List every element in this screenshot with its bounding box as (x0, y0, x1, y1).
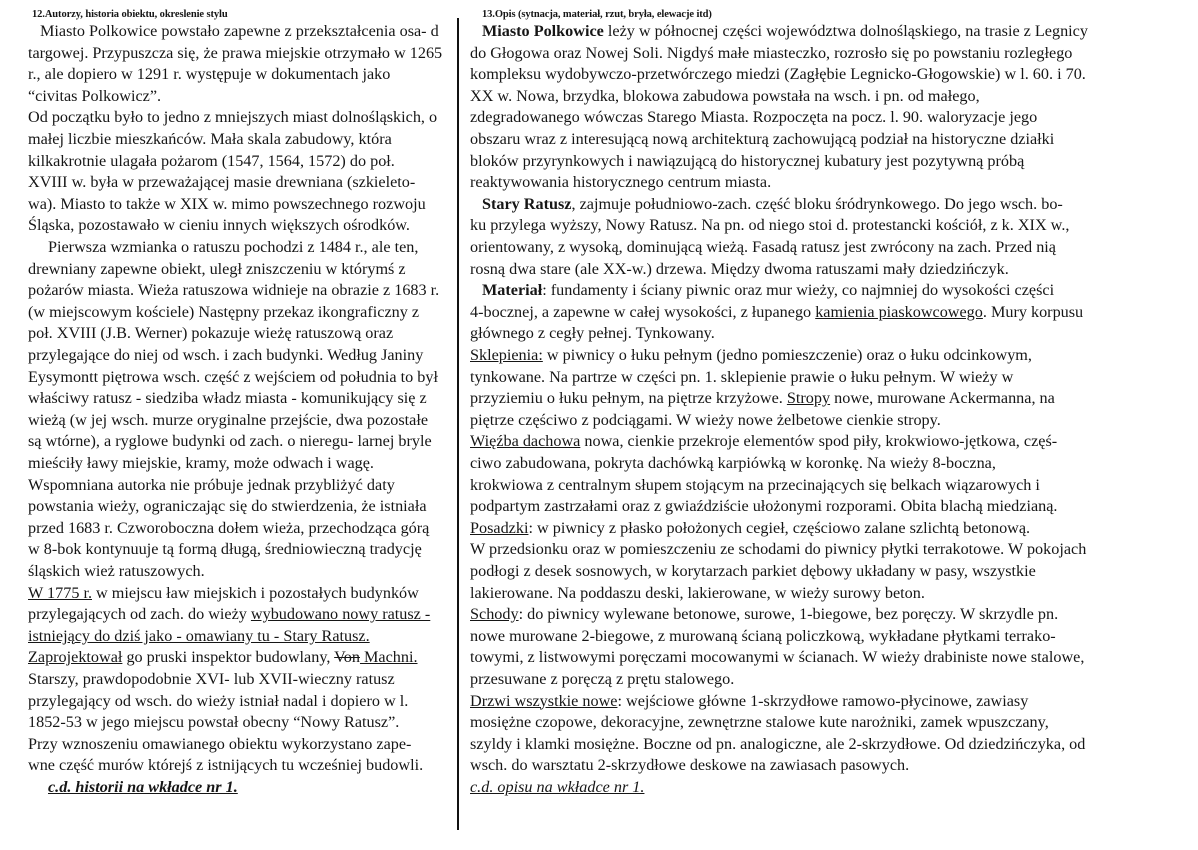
text-segment: nowe, murowane Ackermanna, na (830, 389, 1055, 408)
text-segment: targowej. Przypuszcza się, że prawa miejskie otrzymało w 1265 (28, 43, 443, 62)
text-segment: W przedsionku oraz w pomieszczeniu ze schodami do piwnicy płytki terrakotowe. W pokojach (470, 540, 1087, 559)
text-segment: “civitas Polkowicz”. (28, 86, 162, 105)
text-segment: ku przylega wyższy, Nowy Ratusz. Na pn. od niego stoi d. protestancki kościół, z k. XIX w., (470, 216, 1070, 235)
text-segment: Sklepienia: (470, 346, 543, 364)
text-segment: kompleksu wydobywczo-przetwórczego miedzi (Zagłębie Legnicko-Głogowskie) w l. 60. i 70. (470, 65, 1086, 84)
history-heading: 12.Autorzy, historia obiektu, okreslenie stylu (32, 9, 228, 20)
text-segment: głównego z cegły pełnej. Tynkowany. (470, 324, 715, 343)
text-segment: szyldy i klamki mosiężne. Boczne od pn. analogiczne, ale 2-skrzydłowe. Od dziedzińczyka, od (470, 734, 1086, 753)
text-segment: towymi, z listwowymi poręczami mocowanymi w ścianach. W wieży drabiniste nowe stalowe, (470, 648, 1085, 667)
text-line (40, 21, 439, 41)
text-segment: w piwnicy o łuku pełnym (jedno pomieszczenie) oraz o łuku odcinkowym, (542, 346, 1032, 364)
text-line (28, 561, 205, 581)
text-line (28, 129, 392, 149)
column-divider (457, 18, 459, 830)
text-line (28, 604, 430, 624)
text-line (28, 43, 442, 63)
text-segment: leży w północnej części województwa dolnośląskiego, na trasie z Legnicy (603, 22, 1088, 40)
text-line (28, 539, 422, 559)
text-segment: 1852-53 w jego miejscu powstał obecny “Nowy Ratusz”. (28, 713, 400, 732)
text-segment: , zajmuje południowo-zach. część bloku śródrynkowego. Do jego wsch. bo- (571, 194, 1063, 213)
text-segment: śląskich wież ratuszowych. (28, 562, 205, 580)
text-segment: reaktywowania historycznego centrum miasta. (470, 173, 772, 192)
text-segment: (w miejscowym kościele) Następny przekaz ikongraficzny z (28, 302, 420, 321)
text-segment: Posadzki (470, 518, 529, 537)
text-line (28, 518, 429, 538)
text-segment: powstania wieży, ograniczając się do stwierdzenia, że istniała (28, 497, 427, 516)
text-segment: zdegradowanego wówczas Starego Miasta. Rozpoczęta na pocz. l. 90. waloryzacje jego (470, 108, 1038, 127)
text-line (28, 712, 399, 732)
text-segment: małej liczbie mieszkańców. Mała skala zabudowy, która (28, 130, 392, 148)
text-line (470, 323, 715, 343)
text-segment: Więźba dachowa (470, 432, 581, 451)
text-segment: mosiężne czopowe, dekoracyjne, zewnętrzne stalowe kute narożniki, zamek wpuszczany, (470, 713, 1049, 732)
text-segment: Stary Ratusz (482, 194, 572, 213)
text-line (28, 410, 428, 430)
text-line (28, 475, 395, 495)
text-line (482, 194, 1063, 214)
text-line (470, 777, 644, 797)
text-segment: Miasto Polkowice (482, 22, 604, 40)
text-segment: kilkakrotnie ulagała pożarom (1547, 1564, 1572) do poł. (28, 151, 395, 170)
text-segment: Pierwsza wzmianka o ratuszu pochodzi z 1484 r., ale ten, (48, 238, 419, 256)
text-segment: : fundamenty i ściany piwnic oraz mur wieży, co najmniej do wysokości części (542, 281, 1055, 300)
text-line (470, 712, 1049, 732)
text-segment: krokwiowa z centralnym słupem stojącym na przecinających się belkach wiązarowych i (470, 475, 1040, 494)
text-segment: Wspomniana autorka nie próbuje jednak przybliżyć daty (28, 475, 395, 494)
text-segment: 4-bocznej, a zapewne w całej wysokości, z łupanego (470, 302, 816, 321)
text-segment: bloków przyrynkowych i nawiązującą do historycznej kubatury jest pozytywną próbą (470, 151, 1025, 170)
text-line (28, 388, 427, 408)
text-line (28, 755, 423, 775)
text-segment: Miasto Polkowice powstało zapewne z przekształcenia osa- d (40, 22, 439, 40)
text-segment: Schody (470, 605, 519, 624)
text-line (470, 431, 1057, 451)
text-segment: c.d. historii na wkładce nr 1. (48, 778, 238, 796)
text-segment: . Mury korpusu (982, 302, 1084, 321)
text-line (482, 280, 1054, 300)
text-line (28, 172, 415, 192)
text-line (28, 734, 411, 754)
text-line (470, 410, 941, 430)
text-segment: Machni. (359, 648, 418, 667)
text-segment: XX w. Nowa, brzydka, blokowa zabudowa powstała na wsch. i pn. od małego, (470, 86, 980, 105)
text-line (470, 107, 1037, 127)
text-segment: przylegające do niej od wsch. i zach budynki. Według Janiny (28, 346, 424, 364)
text-line (28, 626, 370, 646)
text-segment: Stropy (786, 389, 831, 408)
text-line (28, 194, 426, 214)
text-segment: Materiał (482, 281, 543, 300)
text-segment: podłogi z desek sosnowych, w korytarzach parkiet dębowy układany w pasy, wszystkie (470, 562, 1036, 580)
text-line (470, 669, 734, 689)
text-segment: do Głogowa oraz Nowej Soli. Nigdyś małe miasteczko, rozrosło się po powstaniu rozległego (470, 43, 1073, 62)
text-segment: nowa, cienkie przekroje elementów spod piły, krokwiowo-jętkowa, częś- (580, 432, 1058, 451)
text-line (28, 302, 419, 322)
text-segment: poł. XVIII (J.B. Werner) pokazuje wieżę ratuszową oraz (28, 324, 394, 343)
text-segment: Śląska, pozostawało w cieniu innych większych ośrodków. (28, 216, 410, 235)
text-line (470, 475, 1040, 495)
text-segment: pożarów miasta. Wieża ratuszowa widnieje na obrazie z 1683 r. (28, 281, 440, 300)
text-segment: mieściły ławy miejskie, kramy, może odwach i wagę. (28, 454, 374, 472)
text-segment: : wejściowe główne 1-skrzydłowe ramowo-płycinowe, zawiasy (617, 691, 1029, 710)
text-segment: c.d. opisu na wkładce nr 1. (470, 778, 645, 796)
text-line (470, 496, 1057, 516)
text-segment: są wtórne), a ryglowe budynki od zach. o nieregu- larnej bryle (28, 432, 432, 451)
text-line (28, 215, 410, 235)
text-line (470, 215, 1069, 235)
text-segment: Drzwi wszystkie nowe (470, 691, 618, 710)
text-segment: wne część murów którejś z istnijących tu wcześniej budowli. (28, 756, 424, 775)
text-line (28, 323, 393, 343)
text-segment: właściwy ratusz - siedziba władz miasta - komunikujący się z (28, 389, 427, 408)
text-line (470, 388, 1055, 408)
text-line (470, 583, 925, 603)
text-segment: wybudowano nowy ratusz - (250, 605, 431, 624)
text-line (48, 777, 238, 797)
text-line (28, 647, 418, 667)
text-line (470, 43, 1072, 63)
text-segment: orientowany, z wysoką, dominującą wieżą. Fasadą ratusz jest zwrócony na zach. Przed nią (470, 238, 1056, 256)
text-line (28, 345, 423, 365)
text-line (470, 129, 1054, 149)
text-segment: obszaru wraz z interesującą nową architekturą zachowującą podział na historyczne działki (470, 130, 1055, 148)
text-segment: Przy wznoszeniu omawianego obiektu wykorzystano zape- (28, 734, 412, 753)
text-segment: tynkowane. Na partrze w części pn. 1. sklepienie prawie o łuku pełnym. W wieży w (470, 367, 1014, 386)
text-segment: nowe murowane 2-biegowe, z murowaną ścianą policzkową, wykładane płytkami terrako- (470, 626, 1056, 645)
text-line (470, 604, 1058, 624)
text-segment: przesuwane z poręczą z prętu stalowego. (470, 670, 735, 688)
text-segment: przyziemiu o łuku pełnym, na piętrze krzyżowe. (470, 389, 787, 408)
text-line (470, 172, 771, 192)
text-line (470, 691, 1028, 711)
text-segment: r., ale dopiero w 1291 r. występuje w dokumentach jako (28, 65, 391, 84)
text-line (28, 280, 439, 300)
text-line (28, 107, 437, 127)
text-segment: Von (334, 648, 360, 667)
text-segment: Starszy, prawdopodobnie XVI- lub XVII-wieczny ratusz (28, 670, 395, 688)
text-segment: Od początku było to jedno z mniejszych miast dolnośląskich, o (28, 108, 438, 127)
text-line (28, 259, 406, 279)
text-segment: przed 1683 r. Czworoboczna dołem wieża, przechodząca górą (28, 518, 430, 537)
text-segment: drewniany zapewne obiekt, uległ zniszczeniu w którymś z (28, 259, 406, 278)
text-segment: : do piwnicy wylewane betonowe, surowe, 1-biegowe, bez poręczy. W skrzydle pn. (518, 605, 1059, 624)
text-line (470, 626, 1056, 646)
text-segment: ciwo zabudowana, pokryta dachówką karpiówką w koronkę. Na wieży 8-boczna, (470, 454, 996, 472)
text-segment: wieżą (w jej wsch. murze oryginalne przejście, dwa pozostałe (28, 410, 429, 429)
text-line (28, 151, 395, 171)
text-line (28, 453, 374, 473)
text-line (470, 647, 1084, 667)
text-line (470, 734, 1085, 754)
text-segment: kamienia piaskowcowego (815, 302, 983, 321)
text-segment: w miejscu ław miejskich i pozostałych budynków (92, 583, 419, 602)
text-line (470, 237, 1056, 257)
text-segment: wsch. do warsztatu 2-skrzydłowe deskowe na zawiasach pasowych. (470, 756, 910, 775)
description-heading: 13.Opis (sytnacja, materiał, rzut, bryła, elewacje itd) (482, 9, 712, 20)
text-line (470, 345, 1032, 365)
text-segment: W 1775 r. (28, 583, 92, 602)
text-line (48, 237, 418, 257)
text-segment: Eysymontt piętrowa wsch. część z wejściem od południa to był (28, 367, 438, 386)
text-line (470, 453, 996, 473)
text-line (470, 86, 980, 106)
text-line (28, 496, 427, 516)
text-segment: Zaprojektował (28, 648, 123, 667)
text-segment: przylegający od wsch. do wieży istniał nadal i dopiero w l. (28, 691, 409, 710)
text-segment: istniejący do dziś jako - omawiany tu - Stary Ratusz. (28, 626, 370, 645)
text-line (28, 583, 419, 603)
text-line (470, 259, 1009, 279)
text-segment: piętrze częściwo z podciągami. W wieży nowe żelbetowe cienkie stropy. (470, 410, 941, 429)
text-line (470, 755, 909, 775)
text-line (28, 64, 390, 84)
text-segment: rosną dwa stare (ale XX-w.) drzewa. Między dwoma ratuszami mały dziedzińczyk. (470, 259, 1009, 278)
text-segment: w 8-bok kontynuuje tą formą długą, średniowieczną tradycję (28, 540, 422, 559)
text-line (470, 367, 1013, 387)
text-segment: go pruski inspektor budowlany, (122, 648, 335, 667)
text-line (470, 539, 1086, 559)
text-segment: przylegających od zach. do wieży (28, 605, 251, 624)
text-line (470, 561, 1036, 581)
text-line (470, 302, 1083, 322)
text-segment: : w piwnicy z płasko położonych cegieł, częściowo zalane szlichtą betonową. (528, 518, 1031, 537)
text-line (470, 64, 1086, 84)
text-line (482, 21, 1088, 41)
text-line (28, 367, 438, 387)
text-segment: podpartym zastrzałami oraz z gwiaździście ułożonymi rozporami. Obita blachą miedzianą. (470, 497, 1058, 516)
text-line (470, 151, 1024, 171)
text-line (28, 669, 395, 689)
text-segment: lakierowane. Na poddaszu deski, lakierowane, w wieży surowy beton. (470, 583, 925, 602)
text-line (28, 86, 161, 106)
text-line (28, 691, 408, 711)
text-line (470, 518, 1030, 538)
text-line (28, 431, 432, 451)
text-segment: XVIII w. była w przeważającej masie drewniana (szkieleto- (28, 173, 416, 192)
text-segment: wa). Miasto to także w XIX w. mimo powszechnego rozwoju (28, 194, 426, 213)
